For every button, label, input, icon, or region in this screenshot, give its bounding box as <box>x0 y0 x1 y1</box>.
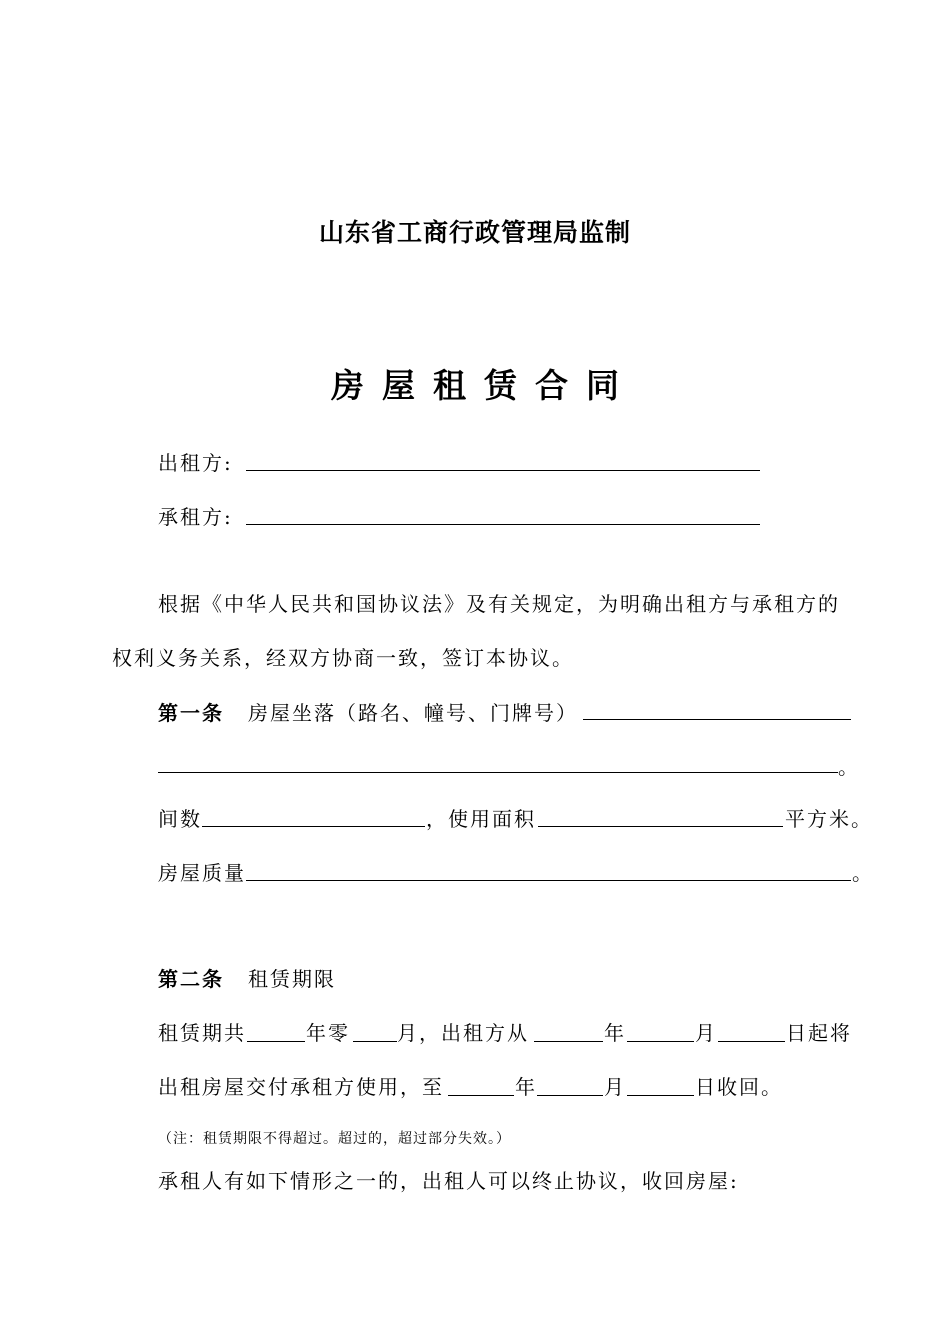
preamble-line-1: 根据《中华人民共和国协议法》及有关规定，为明确出租方与承租方的 <box>158 592 840 616</box>
end-day-label: 日收回。 <box>695 1075 783 1099</box>
article-1-heading: 第一条 <box>158 701 224 725</box>
quality-field[interactable] <box>246 880 851 881</box>
term-year-zero: 年零 <box>306 1021 350 1045</box>
termination-text: 承租人有如下情形之一的，出租人可以终止协议，收回房屋: <box>158 1169 739 1193</box>
rooms-label: 间数 <box>158 807 202 831</box>
location-label: 房屋坐落（路名、幢号、门牌号） <box>248 701 578 725</box>
term-month-comma: 月，出租方从 <box>397 1021 529 1045</box>
location-field[interactable] <box>583 719 851 720</box>
term-years-field[interactable] <box>247 1041 305 1042</box>
preamble-line-2: 权利义务关系，经双方协商一致，签订本协议。 <box>112 646 574 670</box>
area-unit: 平方米。 <box>785 807 873 831</box>
start-month-field[interactable] <box>627 1041 694 1042</box>
article-2-heading: 第二条 <box>158 967 224 991</box>
lessor-field[interactable] <box>246 470 760 471</box>
start-year-field[interactable] <box>534 1041 603 1042</box>
quality-period: 。 <box>852 861 874 885</box>
end-month-label: 月 <box>604 1075 626 1099</box>
area-field[interactable] <box>538 826 783 827</box>
rooms-field[interactable] <box>202 826 425 827</box>
start-day-label: 日起将 <box>786 1021 852 1045</box>
location-field-continued[interactable] <box>158 772 838 773</box>
lessee-label: 承租方: <box>158 505 233 529</box>
term-note: （注：租赁期限不得超过。超过的，超过部分失效。） <box>158 1131 511 1147</box>
supervisor-text: 山东省工商行政管理局监制 <box>318 218 631 247</box>
end-day-field[interactable] <box>627 1095 694 1096</box>
end-year-field[interactable] <box>448 1095 514 1096</box>
location-period: 。 <box>838 755 860 779</box>
quality-label: 房屋质量 <box>158 861 246 885</box>
lessor-label: 出租方: <box>158 451 233 475</box>
lessee-field[interactable] <box>246 524 760 525</box>
page-title: 房屋租赁合同 <box>331 366 637 405</box>
area-label: 使用面积 <box>448 807 536 831</box>
end-year-label: 年 <box>515 1075 537 1099</box>
end-month-field[interactable] <box>537 1095 603 1096</box>
term-months-field[interactable] <box>353 1041 397 1042</box>
rooms-comma: ， <box>426 807 448 831</box>
start-month-label: 月 <box>695 1021 717 1045</box>
handover-text: 出租房屋交付承租方使用，至 <box>158 1075 444 1099</box>
start-day-field[interactable] <box>718 1041 785 1042</box>
article-2-subject: 租赁期限 <box>248 967 336 991</box>
start-year-label: 年 <box>604 1021 626 1045</box>
term-prefix: 租赁期共 <box>158 1021 246 1045</box>
